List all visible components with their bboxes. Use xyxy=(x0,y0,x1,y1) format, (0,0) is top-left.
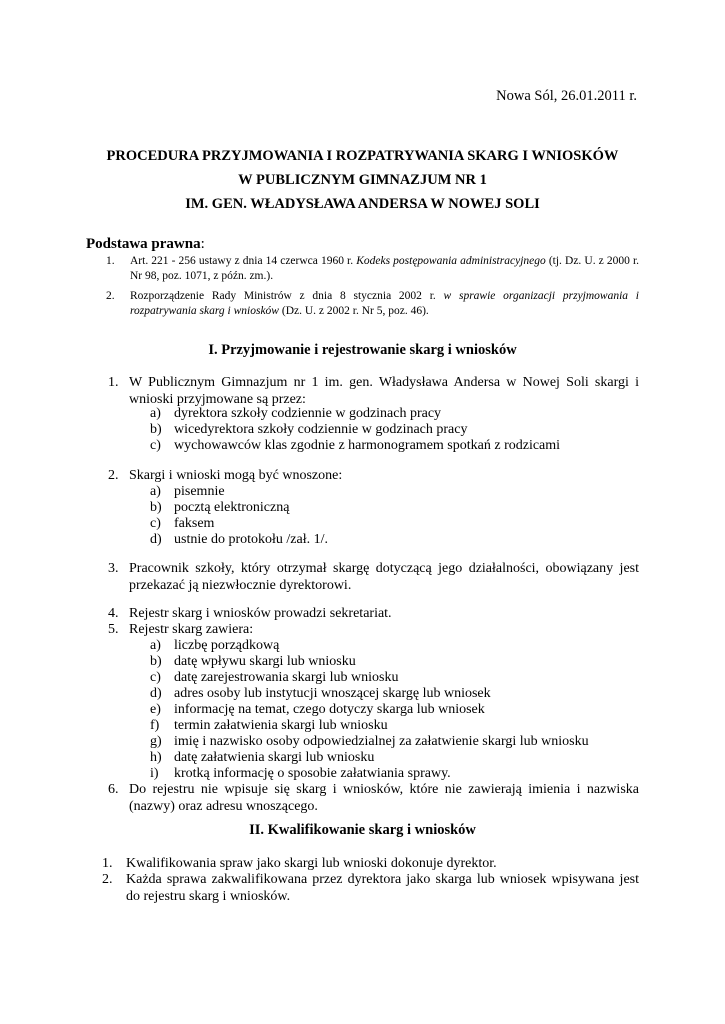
section-1-paragraph-3 xyxy=(86,561,639,594)
list-item-letter: a) xyxy=(150,638,161,653)
legal-basis-heading-text: Podstawa prawna xyxy=(86,236,201,252)
list-item-letter: c) xyxy=(150,670,161,685)
list-item-letter: i) xyxy=(150,766,159,781)
paragraph-number: 5. xyxy=(108,622,119,637)
paragraph-number: 2. xyxy=(102,872,113,887)
document-title-line-2: W PUBLICZNYM GIMNAZJUM NR 1 xyxy=(238,172,487,188)
document-date: Nowa Sól, 26.01.2011 r. xyxy=(496,88,637,104)
list-item-letter: b) xyxy=(150,422,162,437)
list-item-letter: g) xyxy=(150,734,162,749)
list-item-text: informację na temat, czego dotyczy skarga lub wniosek xyxy=(174,702,485,717)
list-item-text: pisemnie xyxy=(174,484,225,499)
legal-basis-item xyxy=(86,254,639,284)
list-item-letter: h) xyxy=(150,750,162,765)
document-title-line-1: PROCEDURA PRZYJMOWANIA I ROZPATRYWANIA SKARG I WNIOSKÓW xyxy=(106,148,619,164)
list-item-text: dyrektora szkoły codziennie w godzinach pracy xyxy=(174,406,442,421)
list-item-text: wychowawców klas zgodnie z harmonogramem spotkań z rodzicami xyxy=(174,438,561,453)
paragraph-number: 2. xyxy=(108,468,119,483)
list-item-letter: b) xyxy=(150,654,162,669)
section-1-paragraph-1 xyxy=(86,375,639,408)
list-item-text: datę załatwienia skargi lub wniosku xyxy=(174,750,375,765)
paragraph-text: Kwalifikowania spraw jako skargi lub wnioski dokonuje dyrektor. xyxy=(126,856,497,871)
list-item-letter: d) xyxy=(150,532,162,547)
list-item-letter: a) xyxy=(150,406,161,421)
list-item-text: adres osoby lub instytucji wnoszącej skargę lub wniosek xyxy=(174,686,491,701)
legal-basis-item-text-plain: Art. 221 - 256 ustawy z dnia 14 czerwca 1960 r. xyxy=(130,255,357,267)
list-item-letter: e) xyxy=(150,702,161,717)
list-item-text: datę wpływu skargi lub wniosku xyxy=(174,654,356,669)
list-item-letter: a) xyxy=(150,484,161,499)
list-item-letter: c) xyxy=(150,438,161,453)
list-item-text: ustnie do protokołu /zał. 1/. xyxy=(174,532,328,547)
paragraph-number: 3. xyxy=(108,561,119,576)
paragraph-number: 1. xyxy=(102,856,113,871)
paragraph-text: Pracownik szkoły, który otrzymał skargę dotyczącą jego działalności, obowiązany jest przekazać ją niezwłocznie dyrektorowi. xyxy=(129,561,639,593)
legal-basis-item-text-italic: w sprawie organizacji przyjmowania i rozpatrywania skarg i wniosków xyxy=(130,290,639,317)
legal-basis-item-number: 2. xyxy=(106,290,115,302)
section-1-title: I. Przyjmowanie i rejestrowanie skarg i wniosków xyxy=(208,342,517,358)
section-1-paragraph-6 xyxy=(86,782,639,815)
paragraph-text: Rejestr skarg i wniosków prowadzi sekretariat. xyxy=(129,606,392,621)
list-item-letter: c) xyxy=(150,516,161,531)
list-item-letter: b) xyxy=(150,500,162,515)
legal-basis-item-text-plain: Rozporządzenie Rady Ministrów z dnia 8 stycznia 2002 r. xyxy=(130,290,444,302)
list-item-text: datę zarejestrowania skargi lub wniosku xyxy=(174,670,399,685)
legal-basis-item-number: 1. xyxy=(106,255,115,267)
list-item-letter: f) xyxy=(150,718,160,733)
section-1-paragraph-5 xyxy=(86,622,639,639)
list-item-text: termin załatwienia skargi lub wniosku xyxy=(174,718,388,733)
section-1-paragraph-2 xyxy=(86,468,639,485)
legal-basis-item-text-plain: (tj. Dz. U. z 2000 r. Nr 98, poz. 1071, z późn. zm.). xyxy=(130,255,640,282)
section-1-paragraph-4 xyxy=(86,606,639,623)
section-2-title: II. Kwalifikowanie skarg i wniosków xyxy=(249,822,476,838)
legal-basis-item xyxy=(86,289,639,319)
paragraph-text: Do rejestru nie wpisuje się skarg i wniosków, które nie zawierają imienia i nazwiska (nazwy) oraz adresu wnoszącego. xyxy=(129,782,639,814)
document-title-line-3: IM. GEN. WŁADYSŁAWA ANDERSA W NOWEJ SOLI xyxy=(185,196,540,212)
legal-basis-item-text-italic: Kodeks postępowania administracyjnego xyxy=(356,255,546,267)
paragraph-number: 4. xyxy=(108,606,119,621)
paragraph-text: W Publicznym Gimnazjum nr 1 im. gen. Władysława Andersa w Nowej Soli skargi i wnioski przyjmowane są przez: xyxy=(129,375,639,407)
list-item-letter: d) xyxy=(150,686,162,701)
list-item-text: liczbę porządkową xyxy=(174,638,280,653)
legal-basis-item-text-plain: (Dz. U. z 2002 r. Nr 5, poz. 46). xyxy=(278,305,429,317)
paragraph-text: Rejestr skarg zawiera: xyxy=(129,622,254,637)
legal-basis-heading xyxy=(86,236,205,253)
paragraph-text: Każda sprawa zakwalifikowana przez dyrektora jako skarga lub wniosek wpisywana jest do rejestru skarg i wniosków. xyxy=(126,872,639,904)
legal-basis-item-text xyxy=(130,289,639,319)
list-item-text: wicedyrektora szkoły codziennie w godzinach pracy xyxy=(174,422,468,437)
list-item-text: faksem xyxy=(174,516,215,531)
list-item-text: krotką informację o sposobie załatwiania sprawy. xyxy=(174,766,451,781)
legal-basis-item-text xyxy=(130,254,639,284)
list-item-text: imię i nazwisko osoby odpowiedzialnej za załatwienie skargi lub wniosku xyxy=(174,734,589,749)
list-item-text: pocztą elektroniczną xyxy=(174,500,290,515)
paragraph-number: 6. xyxy=(108,782,119,797)
paragraph-text: Skargi i wnioski mogą być wnoszone: xyxy=(129,468,343,483)
section-2-paragraph-2 xyxy=(86,872,639,905)
paragraph-number: 1. xyxy=(108,375,119,390)
legal-basis-colon: : xyxy=(200,236,205,252)
section-2-paragraph-1 xyxy=(86,856,639,873)
